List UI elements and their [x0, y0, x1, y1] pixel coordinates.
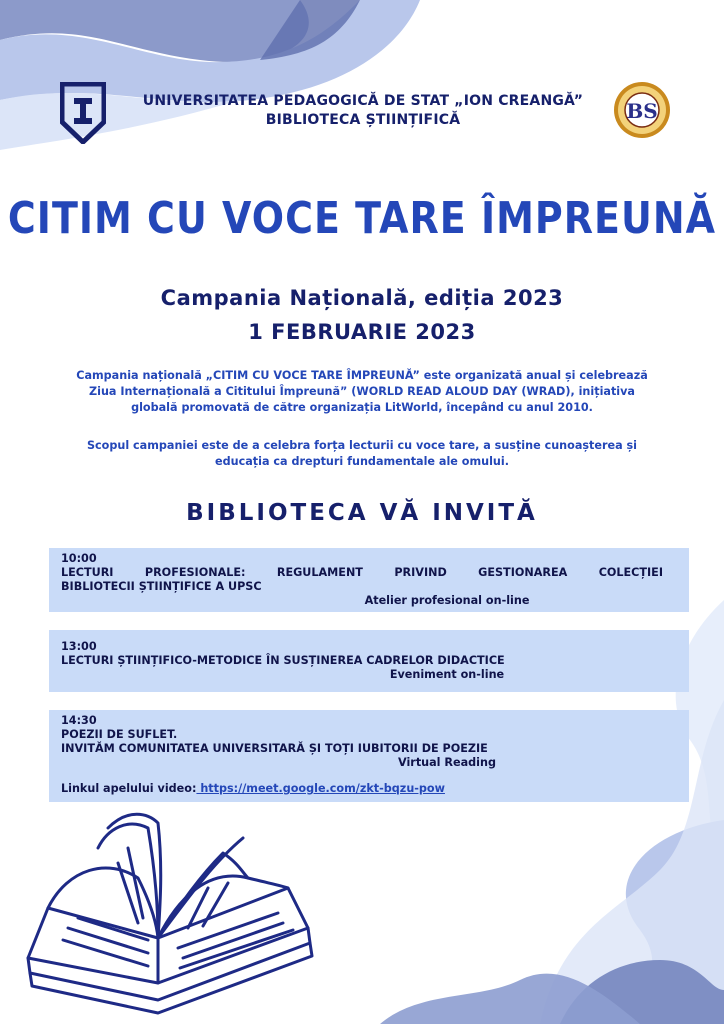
event-time: 10:00: [61, 552, 97, 565]
library-seal-logo: [612, 80, 672, 140]
event-format: Virtual Reading: [398, 756, 496, 769]
event-format: Eveniment on-line: [389, 668, 505, 681]
event-time: 14:30: [61, 714, 97, 727]
event-title: LECTURI ȘTIINȚIFICO-METODICE ÎN SUSȚINEREA CADRELOR DIDACTICE: [61, 654, 505, 667]
video-call-link[interactable]: https://meet.google.com/zkt-bqzu-pow: [196, 782, 445, 795]
event-title: POEZII DE SUFLET.: [61, 728, 178, 741]
event-card-2: [49, 630, 689, 692]
event-title-continued: INVITĂM COMUNITATEA UNIVERSITARĂ ȘI TOȚI IUBITORII DE POEZIE: [61, 742, 488, 755]
university-logo: [60, 82, 106, 144]
header-title: [118, 92, 608, 130]
intro-paragraph: Campania națională „CITIM CU VOCE TARE ÎMPREUNĂ” este organizată anual și celebrează Ziua Internațională a Cititului Împreună” (WORLD READ ALOUD DAY (WRAD), inițiativa globală promovată de către organizația LitWorld, începând cu anul 2010.: [76, 369, 648, 414]
open-book-illustration: [8, 808, 338, 1018]
event-format: Atelier profesional on-line: [364, 594, 530, 607]
event-time: 13:00: [61, 640, 97, 653]
svg-text:BS: BS: [626, 99, 658, 123]
event-card-1: [49, 548, 689, 612]
purpose-paragraph: Scopul campaniei este de a celebra forța lecturii cu voce tare, a susține cunoașterea și educația ca drepturi fundamentale ale omului.: [86, 439, 638, 468]
invite-heading: BIBLIOTECA VĂ INVITĂ: [186, 500, 538, 526]
event-title: LECTURI PROFESIONALE: REGULAMENT PRIVIND GESTIONAREA COLECȚIEI: [61, 566, 663, 579]
page-title: CITIM CU VOCE TARE ÎMPREUNĂ: [7, 192, 717, 244]
event-title-continued: BIBLIOTECII ȘTIINȚIFICE A UPSC: [61, 580, 262, 593]
video-link-label: Linkul apelului video:: [61, 782, 197, 795]
campaign-date: 1 FEBRUARIE 2023: [248, 320, 476, 344]
event-card-3: [49, 710, 689, 802]
library-name: BIBLIOTECA ȘTIINȚIFICĂ: [265, 112, 461, 128]
university-name: UNIVERSITATEA PEDAGOGICĂ DE STAT „ION CREANGĂ”: [142, 93, 584, 109]
video-link-row: [61, 782, 663, 796]
campaign-subtitle: Campania Națională, ediția 2023: [160, 286, 564, 310]
